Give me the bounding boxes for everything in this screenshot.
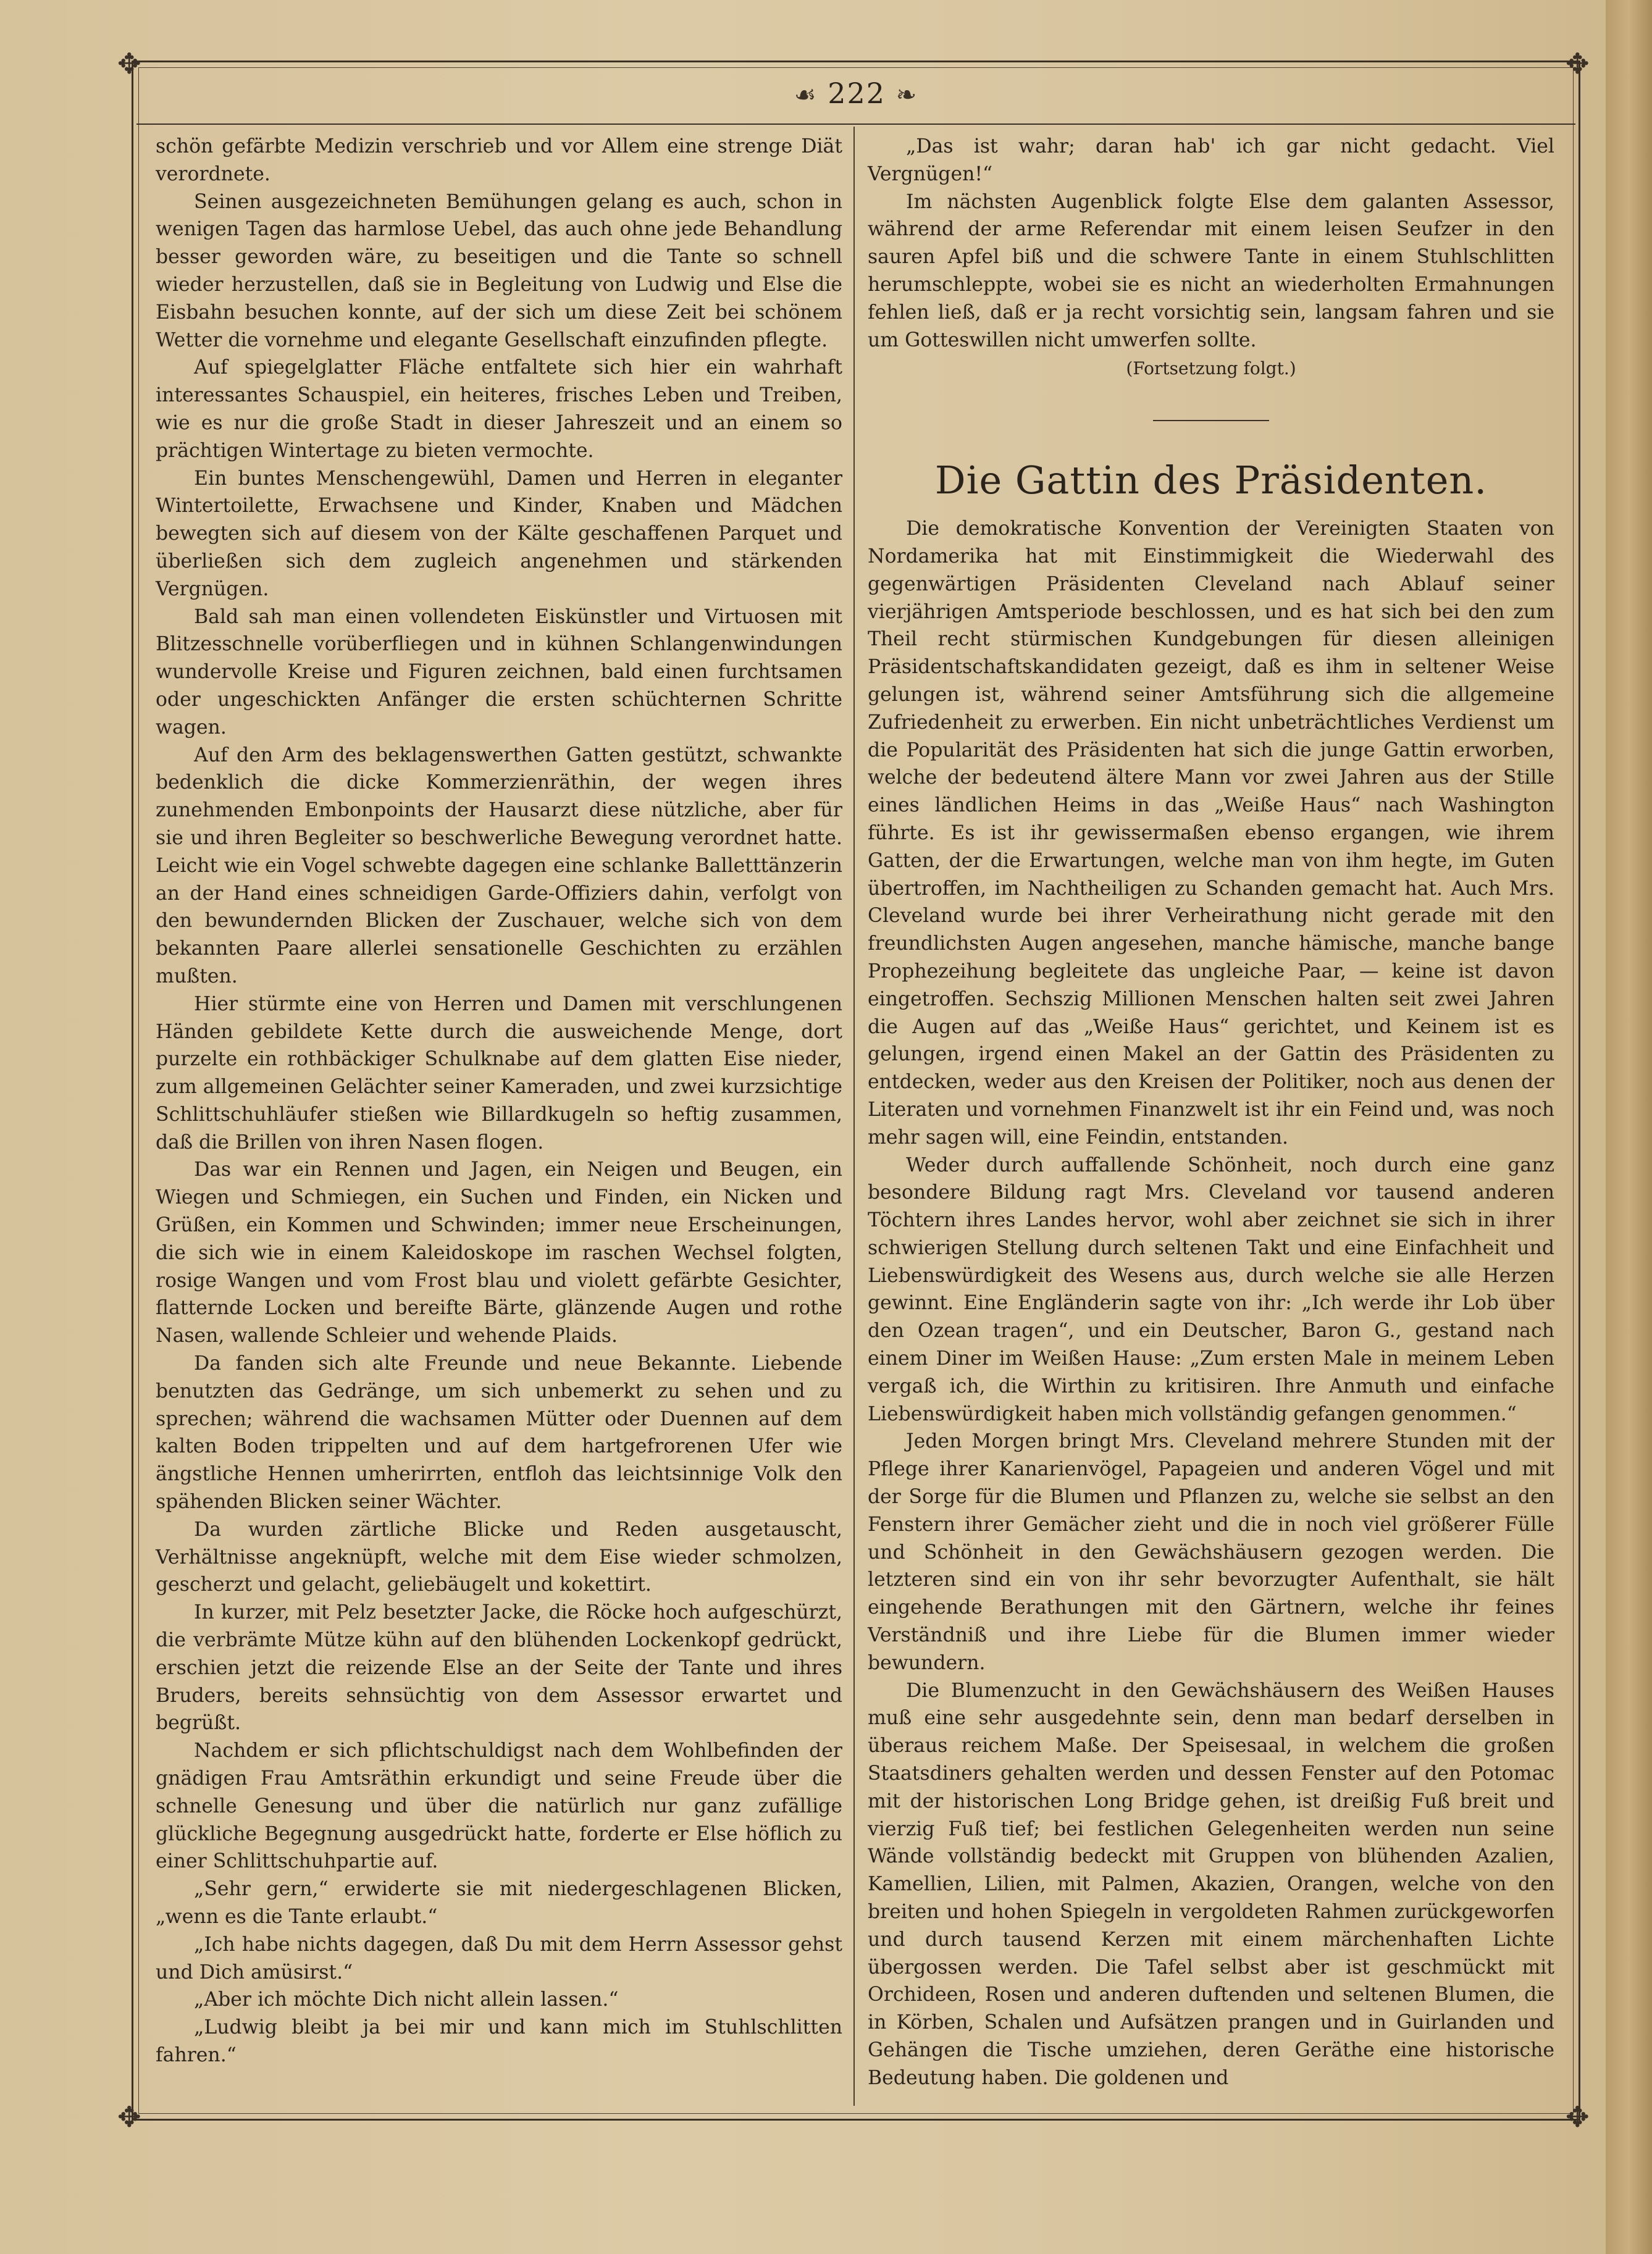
paragraph: Weder durch auffallende Schönheit, noch durch eine ganz besondere Bildung ragt Mrs. Cleveland vor tausend anderen Töchtern ihres Landes hervor, wohl aber zeichnet sie sich in ihrer schwierigen Stellung durch seltenen Takt und eine Einfachheit und Liebenswürdigkeit des Wesens aus, durch welche sie alle Herzen gewinnt. Eine Engländerin sagte von ihr: „Ich werde ihr Lob über den Ozean tragen“, und ein Deutscher, Baron G., gestand nach einem Diner im Weißen Hause: „Zum ersten Male in meinem Leben vergaß ich, die Wirthin zu kritisiren. Ihre Anmuth und einfache Liebenswürdigkeit haben mich vollständig gefangen genommen.“ — [868, 1154, 1554, 1425]
paragraph: Nachdem er sich pflichtschuldigst nach dem Wohlbefinden der gnädigen Frau Amtsräthin erkundigt und seine Freude über die schnelle Genesung und über die natürlich nur ganz zufällige glückliche Begegnung ausgedrückt hatte, forderte er Else höflich zu einer Schlittschuhpartie auf. — [156, 1740, 842, 1873]
paragraph: Bald sah man einen vollendeten Eiskünstler und Virtuosen mit Blitzesschnelle vorüberfliegen und in kühnen Schlangenwindungen wundervolle Kreise und Figuren zeichnen, bald einen furchtsamen oder ungeschickten Anfänger die ersten schüchternen Schritte wagen. — [156, 605, 842, 739]
adjacent-page-edge — [1606, 0, 1652, 2254]
paragraph: Das war ein Rennen und Jagen, ein Neigen und Beugen, ein Wiegen und Schmiegen, ein Suchen und Finden, ein Nicken und Grüßen, ein Kommen und Schwinden; immer neue Erscheinungen, die sich wie in einem Kaleidoskope im raschen Wechsel folgten, rosige Wangen und vom Frost blau und violett gefärbte Gesichter, flatternde Locken und bereifte Bärte, glänzende Augen und rothe Nasen, wallende Schleier und wehende Plaids. — [156, 1158, 842, 1347]
header-ornament-right-icon: ❧ — [895, 81, 918, 109]
paragraph: Im nächsten Augenblick folgte Else dem galanten Assessor, während der arme Referendar mit einem leisen Seufzer in den sauren Apfel biß und die schwere Tante in einem Stuhlschlitten herumschleppte, wobei sie es nicht an wiederholten Ermahnungen fehlen ließ, daß er ja recht vorsichtig sein, langsam fahren und sie um Gotteswillen nicht umwerfen sollte. — [868, 190, 1554, 351]
paragraph: Da fanden sich alte Freunde und neue Bekannte. Liebende benutzten das Gedränge, um sich unbemerkt zu sehen und zu sprechen; während die wachsamen Mütter oder Duennen auf dem kalten Boden trippelten und auf dem hartgefrorenen Ufer wie ängstliche Hennen umherirrten, entfloh das leichtsinnige Volk den spähenden Blicken seiner Wächter. — [156, 1352, 842, 1514]
header-ornament-left-icon: ☙ — [794, 81, 818, 109]
corner-ornament-icon: ✥ — [1566, 47, 1590, 80]
right-column — [868, 133, 1554, 2092]
paragraph: „Das ist wahr; daran hab' ich gar nicht gedacht. Viel Vergnügen!“ — [868, 135, 1554, 185]
paragraph: „Ich habe nichts dagegen, daß Du mit dem Herrn Assessor gehst und Dich amüsirst.“ — [156, 1933, 842, 1984]
paragraph: Die Blumenzucht in den Gewächshäusern des Weißen Hauses muß eine sehr ausgedehnte sein, denn man bedarf derselben in überaus reichem Maße. Der Speisesaal, in welchem die großen Staatsdiners gehalten werden und dessen Fenster auf den Potomac mit der historischen Long Bridge gehen, ist dreißig Fuß breit und vierzig Fuß tief; bei festlichen Gelegenheiten werden nun seine Wände vollständig bedeckt mit Gruppen von blühenden Azalien, Kamellien, Lilien, mit Palmen, Akazien, Orangen, welche von den breiten und hohen Spiegeln in vergoldeten Rahmen zurückgeworfen und durch tausend Kerzen mit einem märchenhaften Lichte übergossen werden. Die Tafel selbst aber ist geschmückt mit Orchideen, Rosen und anderen duftenden und seltenen Blumen, die in Körben, Schalen und Aufsätzen prangen und in Guirlanden und Gehängen die Tische umziehen, deren Geräthe eine historische Bedeutung haben. Die goldenen und — [868, 1679, 1554, 2089]
paragraph: „Ludwig bleibt ja bei mir und kann mich im Stuhlschlitten fahren.“ — [156, 2016, 842, 2066]
corner-ornament-icon: ✥ — [1566, 2100, 1590, 2134]
left-column — [156, 133, 842, 2069]
corner-ornament-icon: ✥ — [117, 2100, 141, 2134]
paragraph: Seinen ausgezeichneten Bemühungen gelang es auch, schon in wenigen Tagen das harmlose Uebel, das auch ohne jede Behandlung besser geworden wäre, zu beseitigen und die Tante so schnell wieder herzustellen, daß sie in Begleitung von Ludwig und Else die Eisbahn besuchen konnte, auf der sich um diese Zeit bei schönem Wetter die vornehme und elegante Gesellschaft einzufinden pflegte. — [156, 190, 842, 351]
paragraph: In kurzer, mit Pelz besetzter Jacke, die Röcke hoch aufgeschürzt, die verbrämte Mütze kühn auf den blühenden Lockenkopf gedrückt, erschien jetzt die reizende Else an der Seite der Tante und ihres Bruders, bereits sehnsüchtig von dem Assessor erwartet und begrüßt. — [156, 1601, 842, 1735]
paragraph: „Aber ich möchte Dich nicht allein lassen.“ — [194, 1988, 619, 2011]
header-rule — [136, 124, 1575, 125]
page-number: 222 — [828, 77, 886, 110]
continued-note: (Fortsetzung folgt.) — [1126, 358, 1296, 379]
paragraph: Auf den Arm des beklagenswerthen Gatten gestützt, schwankte bedenklich die dicke Kommerzienräthin, der wegen ihres zunehmenden Embonpoints der Hausarzt diese nützliche, aber für sie und ihren Begleiter so beschwerliche Bewegung verordnet hatte. Leicht wie ein Vogel schwebte dagegen eine schlanke Balletttänzerin an der Hand eines schneidigen Garde-Offiziers dahin, verfolgt von den bewundernden Blicken der Zuschauer, welche sich von dem bekannten Paare allerlei sensationelle Geschichten zu erzählen mußten. — [156, 744, 842, 987]
paragraph: Jeden Morgen bringt Mrs. Cleveland mehrere Stunden mit der Pflege ihrer Kanarienvögel, Papageien und anderen Vögel und mit der Sorge für die Blumen und Pflanzen zu, welche sie selbst an den Fenstern ihrer Gemächer zieht und die in noch viel größerer Fülle und Schönheit in den Gewächshäusern gezogen werden. Die letzteren sind ein von ihr sehr bevorzugter Aufenthalt, sie hält eingehende Berathungen mit den Gärtnern, welche ihr feines Verständniß und ihre Liebe für die Blumen immer wieder bewundern. — [868, 1430, 1554, 1674]
paragraph: Da wurden zärtliche Blicke und Reden ausgetauscht, Verhältnisse angeknüpft, welche mit dem Eise wieder schmolzen, gescherzt und gelacht, geliebäugelt und kokettirt. — [156, 1518, 842, 1596]
paragraph: Ein buntes Menschengewühl, Damen und Herren in eleganter Wintertoilette, Erwachsene und Kinder, Knaben und Mädchen bewegten sich auf diesem von der Kälte geschaffenen Parquet und überließen sich dem zugleich angenehmen und stärkenden Vergnügen. — [156, 467, 842, 600]
article-title: Die Gattin des Präsidenten. — [934, 458, 1488, 503]
column-divider — [853, 127, 855, 2106]
corner-ornament-icon: ✥ — [117, 47, 141, 80]
section-rule — [1153, 420, 1269, 421]
paragraph: Auf spiegelglatter Fläche entfaltete sich hier ein wahrhaft interessantes Schauspiel, ein heiteres, frisches Leben und Treiben, wie es nur die große Stadt in dieser Jahreszeit und an einem so prächtigen Wintertage zu bieten vermochte. — [156, 356, 842, 462]
page-header — [132, 77, 1580, 110]
paragraph: Die demokratische Konvention der Vereinigten Staaten von Nordamerika hat mit Einstimmigkeit die Wiederwahl des gegenwärtigen Präsidenten Cleveland nach Ablauf seiner vierjährigen Amtsperiode beschlossen, und es hat sich bei den zum Theil recht stürmischen Kundgebungen für diesen alleinigen Präsidentschaftskandidaten gezeigt, daß es ihm in seltener Weise gelungen ist, während seiner Amtsführung sich die allgemeine Zufriedenheit zu erwerben. Ein nicht unbeträchtliches Verdienst um die Popularität des Präsidenten hat sich die junge Gattin erworben, welche der bedeutend ältere Mann vor zwei Jahren aus der Stille eines ländlichen Heims in das „Weiße Haus“ nach Washington führte. Es ist ihr gewissermaßen ebenso ergangen, wie ihrem Gatten, der die Erwartungen, welche man von ihm hegte, im Guten übertroffen, im Nachtheiligen zu Schanden gemacht hat. Auch Mrs. Cleveland wurde bei ihrer Verheirathung nicht gerade mit den freundlichsten Augen angesehen, manche hämische, manche bange Prophezeihung begleitete das ungleiche Paar, — keine ist davon eingetroffen. Sechszig Millionen Menschen halten seit zwei Jahren die Augen auf das „Weiße Haus“ gerichtet, und Keinem ist es gelungen, irgend einen Makel an der Gattin des Präsidenten zu entdecken, weder aus den Kreisen der Politiker, noch aus denen der Literaten und vornehmen Finanzwelt ist ihr ein Feind und, was noch mehr sagen will, eine Feindin, entstanden. — [868, 517, 1554, 1149]
paragraph: „Sehr gern,“ erwiderte sie mit niedergeschlagenen Blicken, „wenn es die Tante erlaubt.“ — [156, 1878, 842, 1928]
paragraph: schön gefärbte Medizin verschrieb und vor Allem eine strenge Diät verordnete. — [156, 135, 842, 185]
paragraph: Hier stürmte eine von Herren und Damen mit verschlungenen Händen gebildete Kette durch die ausweichende Menge, dort purzelte ein rothbäckiger Schulknabe auf dem glatten Eise nieder, zum allgemeinen Gelächter seiner Kameraden, und zwei kurzsichtige Schlittschuhläufer stießen wie Billardkugeln so heftig zusammen, daß die Brillen von ihren Nasen flogen. — [156, 992, 842, 1154]
